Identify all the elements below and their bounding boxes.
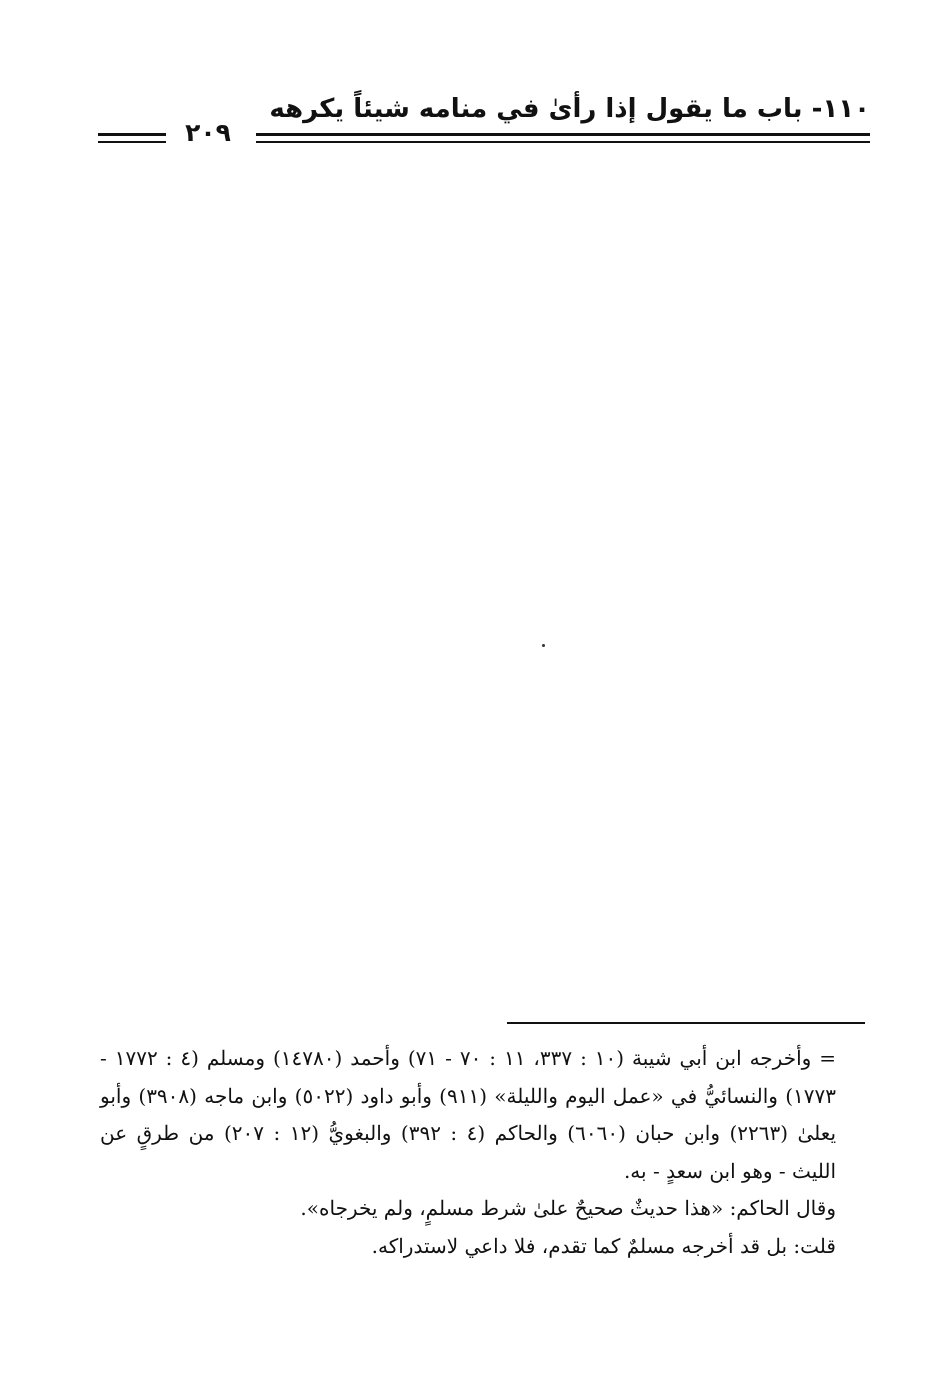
footnote-paragraph: = وأخرجه ابن أبي شيبة (١٠ : ٣٣٧، ١١ : ٧٠ - ٧١) وأحمد (١٤٧٨٠) ومسلم (٤ : ١٧٧٢ - ١٧٧٣) والنسائيُّ في «عمل اليوم والليلة» (٩١١) وأبو داود (٥٠٢٢) وابن ماجه (٣٩٠٨) وأبو يعلىٰ (٢٢٦٣) وابن حبان (٦٠٦٠) والحاكم (٤ : ٣٩٢) والبغويُّ (١٢ : ٢٠٧) من طرقٍ عن الليث - وهو ابن سعدٍ - به.	[100, 1046, 837, 1183]
footnote-separator	[507, 1022, 865, 1024]
page-number: ٢٠٩	[185, 118, 231, 147]
ink-speck	[542, 644, 545, 647]
chapter-title: ١١٠- باب ما يقول إذا رأىٰ في منامه شيئاً يكرهه	[269, 94, 870, 124]
footnote-paragraph: قلت: بل قد أخرجه مسلمٌ كما تقدم، فلا داعي لاستدراكه.	[371, 1233, 836, 1258]
header-rule-left	[98, 133, 166, 143]
footnote-paragraph: وقال الحاكم: «هذا حديثٌ صحيحٌ علىٰ شرط مسلمٍ، ولم يخرجاه».	[300, 1196, 836, 1220]
header-rule-right	[256, 133, 870, 143]
footnotes	[100, 1040, 836, 1265]
